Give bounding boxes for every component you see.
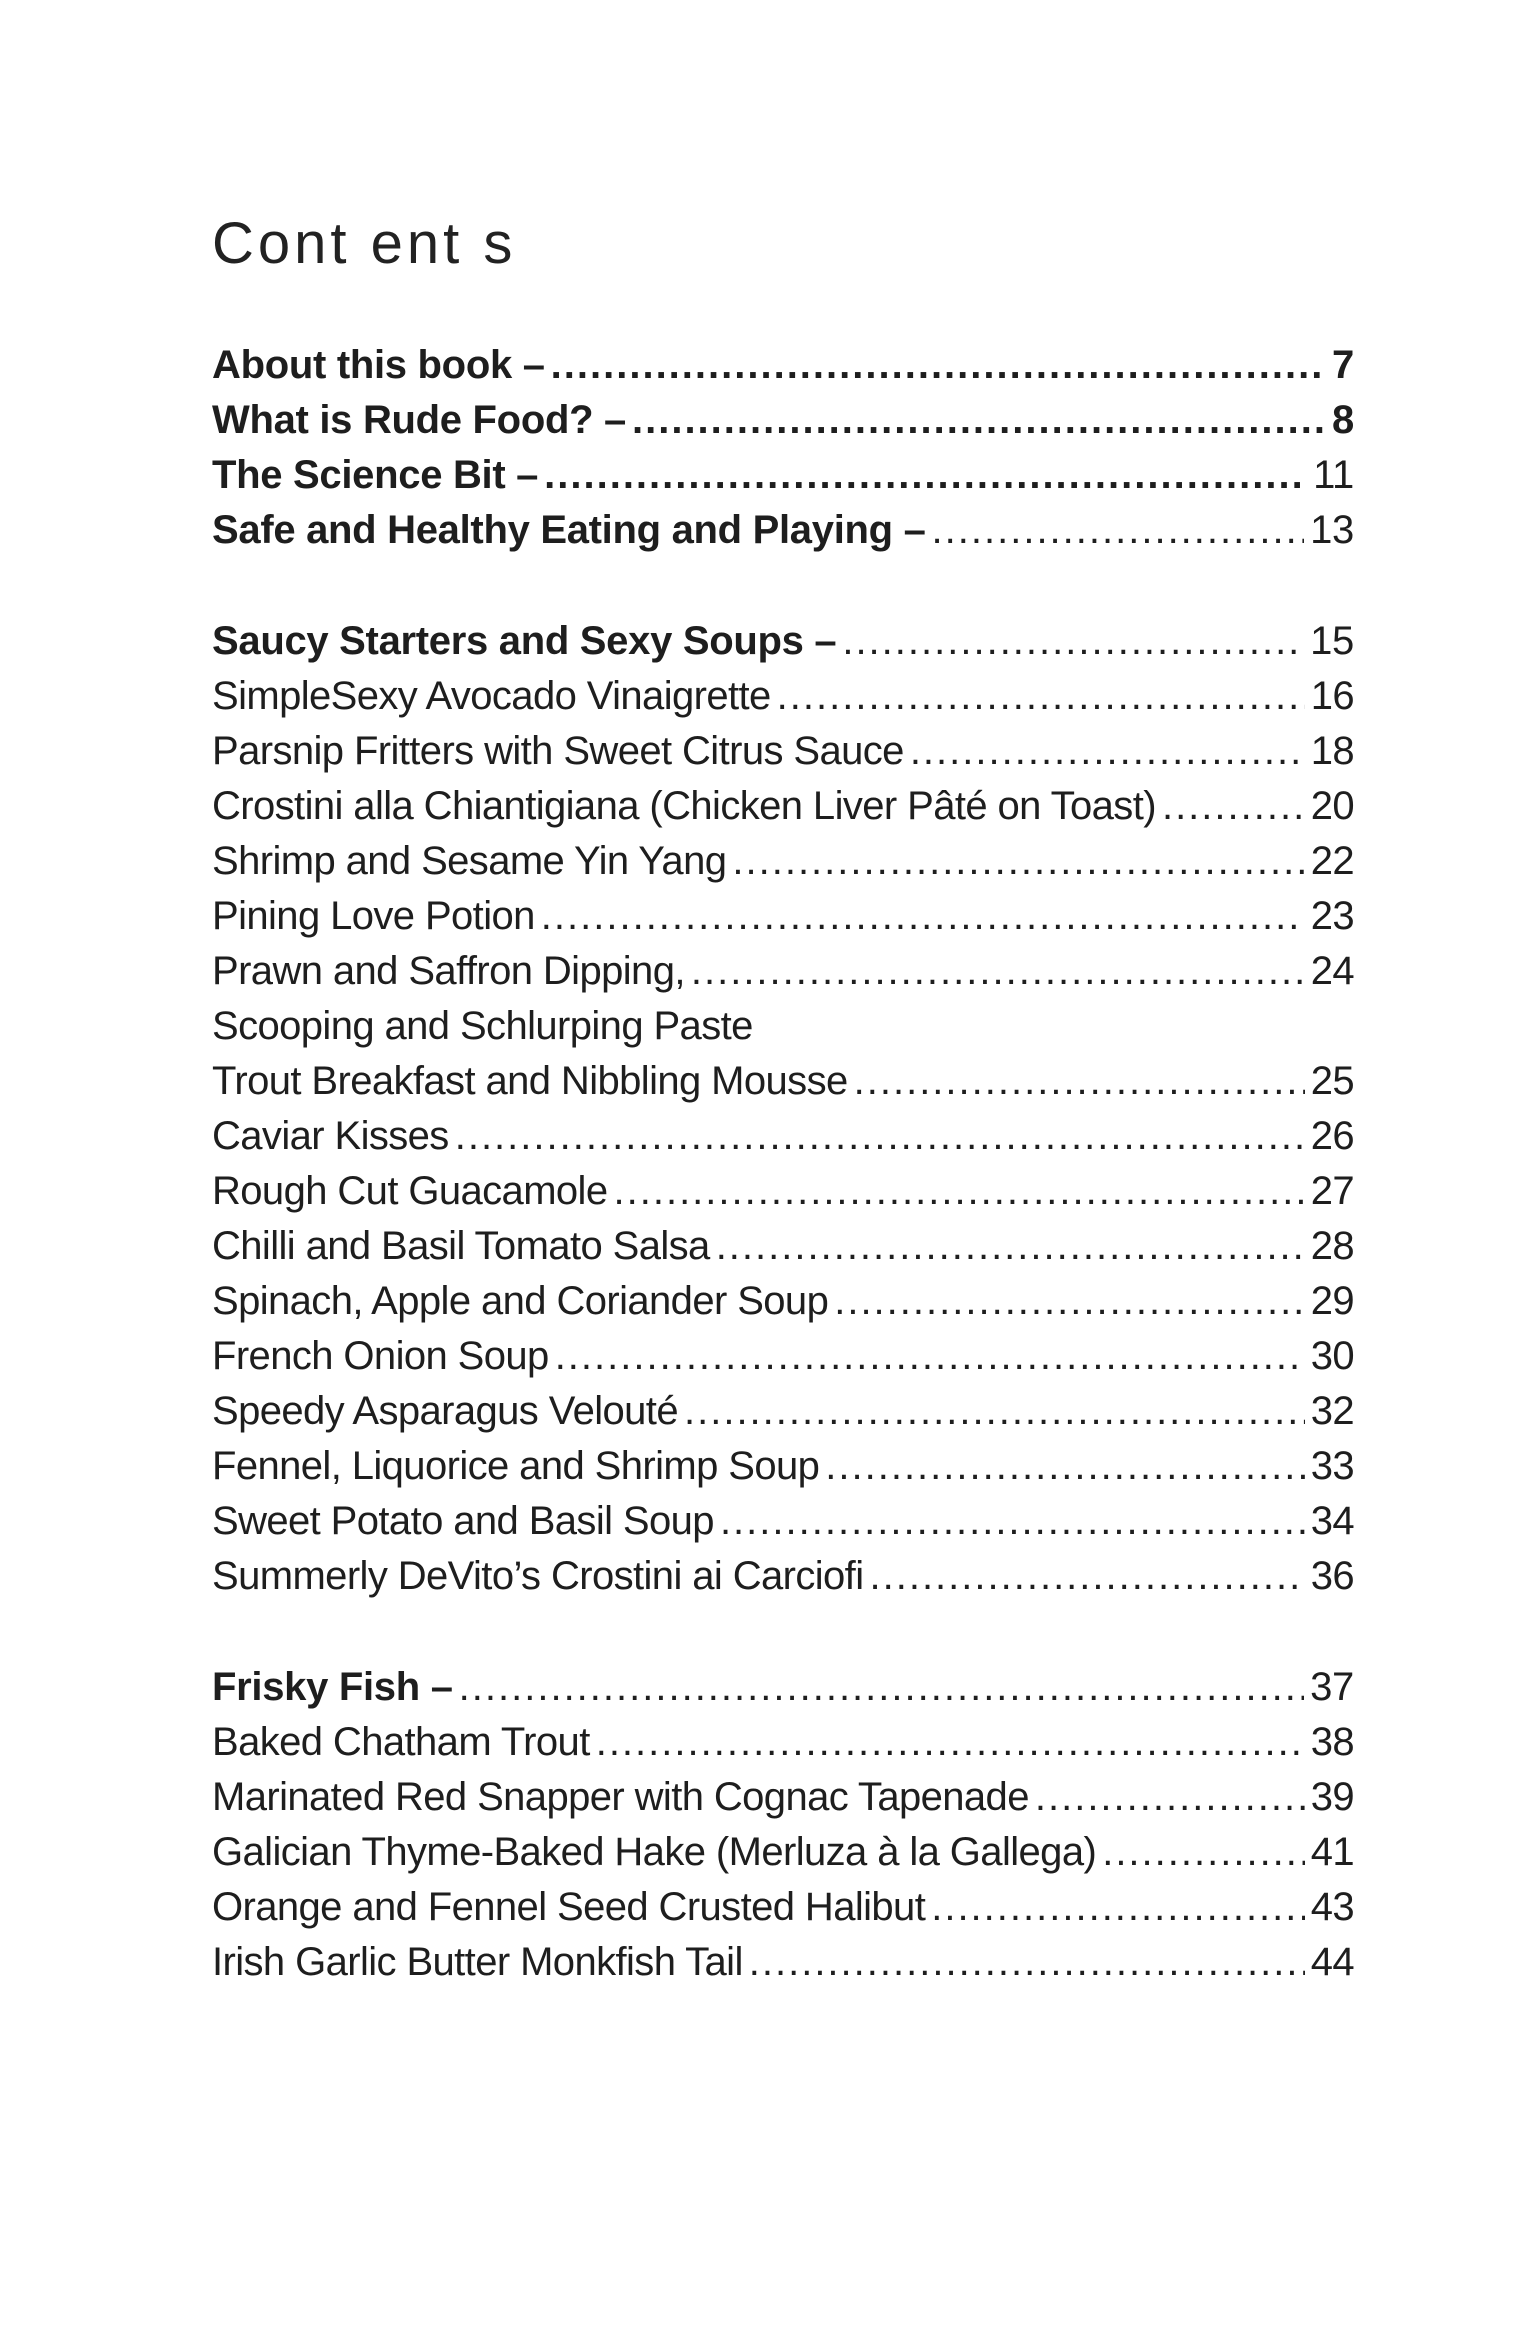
toc-leader-dots <box>716 1219 1305 1274</box>
toc-entry[interactable] <box>212 1715 1354 1770</box>
toc-entry-title: Safe and Healthy Eating and Playing – <box>212 508 926 552</box>
toc-entry-page: 24 <box>1310 949 1354 993</box>
page-title: Cont ent s <box>212 211 517 276</box>
toc-entry-page: 28 <box>1310 1224 1354 1268</box>
toc-leader-dots <box>459 1660 1304 1715</box>
toc-entry-page: 34 <box>1310 1499 1354 1543</box>
toc-leader-dots <box>691 944 1305 999</box>
toc-entry[interactable] <box>212 1274 1354 1329</box>
toc-entry[interactable] <box>212 1109 1354 1164</box>
toc-entry-title: Rough Cut Guacamole <box>212 1169 608 1213</box>
toc-leader-dots <box>1102 1825 1305 1880</box>
toc-entry-title: Fennel, Liquorice and Shrimp Soup <box>212 1444 820 1488</box>
toc-entry-page: 26 <box>1310 1114 1354 1158</box>
toc-entry-page: 36 <box>1310 1554 1354 1598</box>
toc-leader-dots <box>614 1164 1305 1219</box>
toc-leader-dots <box>834 1274 1304 1329</box>
toc-section-heading-fish[interactable] <box>212 1660 1354 1715</box>
toc-leader-dots <box>541 889 1305 944</box>
toc-entry[interactable] <box>212 1935 1354 1990</box>
toc-entry-page: 33 <box>1310 1444 1354 1488</box>
toc-entry[interactable] <box>212 1770 1354 1825</box>
toc-entry-title: Parsnip Fritters with Sweet Citrus Sauce <box>212 729 904 773</box>
toc-entry-continuation[interactable] <box>212 999 1354 1054</box>
toc-entry-science[interactable] <box>212 448 1354 503</box>
section-gap <box>212 558 1354 614</box>
toc-entry[interactable] <box>212 1384 1354 1439</box>
toc-entry-rude-food[interactable] <box>212 393 1354 448</box>
toc-entry-page: 7 <box>1332 343 1354 387</box>
toc-entry-title: Chilli and Basil Tomato Salsa <box>212 1224 710 1268</box>
toc-entry-title: Orange and Fennel Seed Crusted Halibut <box>212 1885 926 1929</box>
toc-entry[interactable] <box>212 1825 1354 1880</box>
toc-entry-page: 18 <box>1310 729 1354 773</box>
table-of-contents <box>212 338 1354 1990</box>
toc-leader-dots <box>596 1715 1305 1770</box>
toc-entry-title: Pining Love Potion <box>212 894 535 938</box>
toc-entry-page: 39 <box>1310 1775 1354 1819</box>
toc-entry[interactable] <box>212 1329 1354 1384</box>
toc-entry[interactable] <box>212 1494 1354 1549</box>
toc-entry-title: Sweet Potato and Basil Soup <box>212 1499 714 1543</box>
toc-entry-about[interactable] <box>212 338 1354 393</box>
toc-entry-page: 15 <box>1310 619 1354 663</box>
toc-entry-title: The Science Bit – <box>212 453 539 497</box>
toc-leader-dots <box>869 1549 1304 1604</box>
toc-leader-dots <box>825 1439 1304 1494</box>
toc-entry-title: Speedy Asparagus Velouté <box>212 1389 678 1433</box>
toc-leader-dots <box>720 1494 1305 1549</box>
toc-entry[interactable] <box>212 1549 1354 1604</box>
section-gap <box>212 1604 1354 1660</box>
toc-entry-page: 22 <box>1310 839 1354 883</box>
toc-entry-title: Frisky Fish – <box>212 1665 453 1709</box>
toc-entry-title: Caviar Kisses <box>212 1114 449 1158</box>
toc-entry[interactable] <box>212 1439 1354 1494</box>
toc-entry[interactable] <box>212 1164 1354 1219</box>
toc-entry-title: Marinated Red Snapper with Cognac Tapenade <box>212 1775 1029 1819</box>
toc-entry[interactable] <box>212 1880 1354 1935</box>
toc-entry-page: 30 <box>1310 1334 1354 1378</box>
toc-entry-page: 23 <box>1310 894 1354 938</box>
toc-leader-dots <box>1162 779 1305 834</box>
toc-entry-page: 43 <box>1310 1885 1354 1929</box>
toc-leader-dots <box>910 724 1305 779</box>
toc-leader-dots <box>684 1384 1305 1439</box>
toc-leader-dots <box>777 669 1305 724</box>
toc-entry[interactable] <box>212 834 1354 889</box>
toc-entry-page: 8 <box>1332 398 1354 442</box>
toc-entry[interactable] <box>212 1219 1354 1274</box>
toc-entry[interactable] <box>212 724 1354 779</box>
toc-entry-page: 29 <box>1310 1279 1354 1323</box>
toc-entry[interactable] <box>212 1054 1354 1109</box>
toc-leader-dots <box>932 503 1305 558</box>
toc-entry-title: Saucy Starters and Sexy Soups – <box>212 619 837 663</box>
toc-entry-title: Crostini alla Chiantigiana (Chicken Liver Pâté on Toast) <box>212 784 1156 828</box>
toc-leader-dots <box>544 448 1307 503</box>
toc-entry-title: French Onion Soup <box>212 1334 549 1378</box>
toc-entry-page: 38 <box>1310 1720 1354 1764</box>
toc-entry-title: Summerly DeVito’s Crostini ai Carciofi <box>212 1554 864 1598</box>
toc-leader-dots <box>931 1880 1304 1935</box>
toc-entry-page: 32 <box>1310 1389 1354 1433</box>
toc-leader-dots <box>1035 1770 1305 1825</box>
toc-leader-dots <box>854 1054 1305 1109</box>
toc-entry-page: 25 <box>1310 1059 1354 1103</box>
toc-entry-page: 13 <box>1310 508 1354 552</box>
toc-entry-title: Baked Chatham Trout <box>212 1720 590 1764</box>
toc-leader-dots <box>632 393 1326 448</box>
toc-entry-title: Galician Thyme-Baked Hake (Merluza à la Gallega) <box>212 1830 1097 1874</box>
toc-entry[interactable] <box>212 889 1354 944</box>
toc-entry-title: Shrimp and Sesame Yin Yang <box>212 839 727 883</box>
toc-entry-title: Spinach, Apple and Coriander Soup <box>212 1279 829 1323</box>
toc-leader-dots <box>555 1329 1305 1384</box>
toc-entry-title: About this book – <box>212 343 545 387</box>
toc-entry-page: 20 <box>1310 784 1354 828</box>
toc-entry-safe-eating[interactable] <box>212 503 1354 558</box>
toc-entry[interactable] <box>212 944 1354 999</box>
toc-leader-dots <box>455 1109 1305 1164</box>
toc-entry-page: 37 <box>1310 1665 1354 1709</box>
toc-entry-title: What is Rude Food? – <box>212 398 626 442</box>
toc-entry-page: 27 <box>1310 1169 1354 1213</box>
toc-entry-title: Scooping and Schlurping Paste <box>212 1004 753 1048</box>
toc-entry-page: 44 <box>1310 1940 1354 1984</box>
toc-leader-dots <box>732 834 1304 889</box>
toc-entry-title: SimpleSexy Avocado Vinaigrette <box>212 674 771 718</box>
toc-entry[interactable] <box>212 669 1354 724</box>
toc-entry-page: 16 <box>1310 674 1354 718</box>
toc-entry-page: 41 <box>1310 1830 1354 1874</box>
toc-leader-dots <box>749 1935 1305 1990</box>
toc-entry-title: Prawn and Saffron Dipping, <box>212 949 685 993</box>
toc-leader-dots <box>551 338 1326 393</box>
toc-section-heading-starters[interactable] <box>212 614 1354 669</box>
toc-leader-dots <box>842 614 1304 669</box>
toc-entry-title: Trout Breakfast and Nibbling Mousse <box>212 1059 848 1103</box>
toc-entry[interactable] <box>212 779 1354 834</box>
toc-entry-page: 11 <box>1313 453 1354 497</box>
toc-entry-title: Irish Garlic Butter Monkfish Tail <box>212 1940 743 1984</box>
